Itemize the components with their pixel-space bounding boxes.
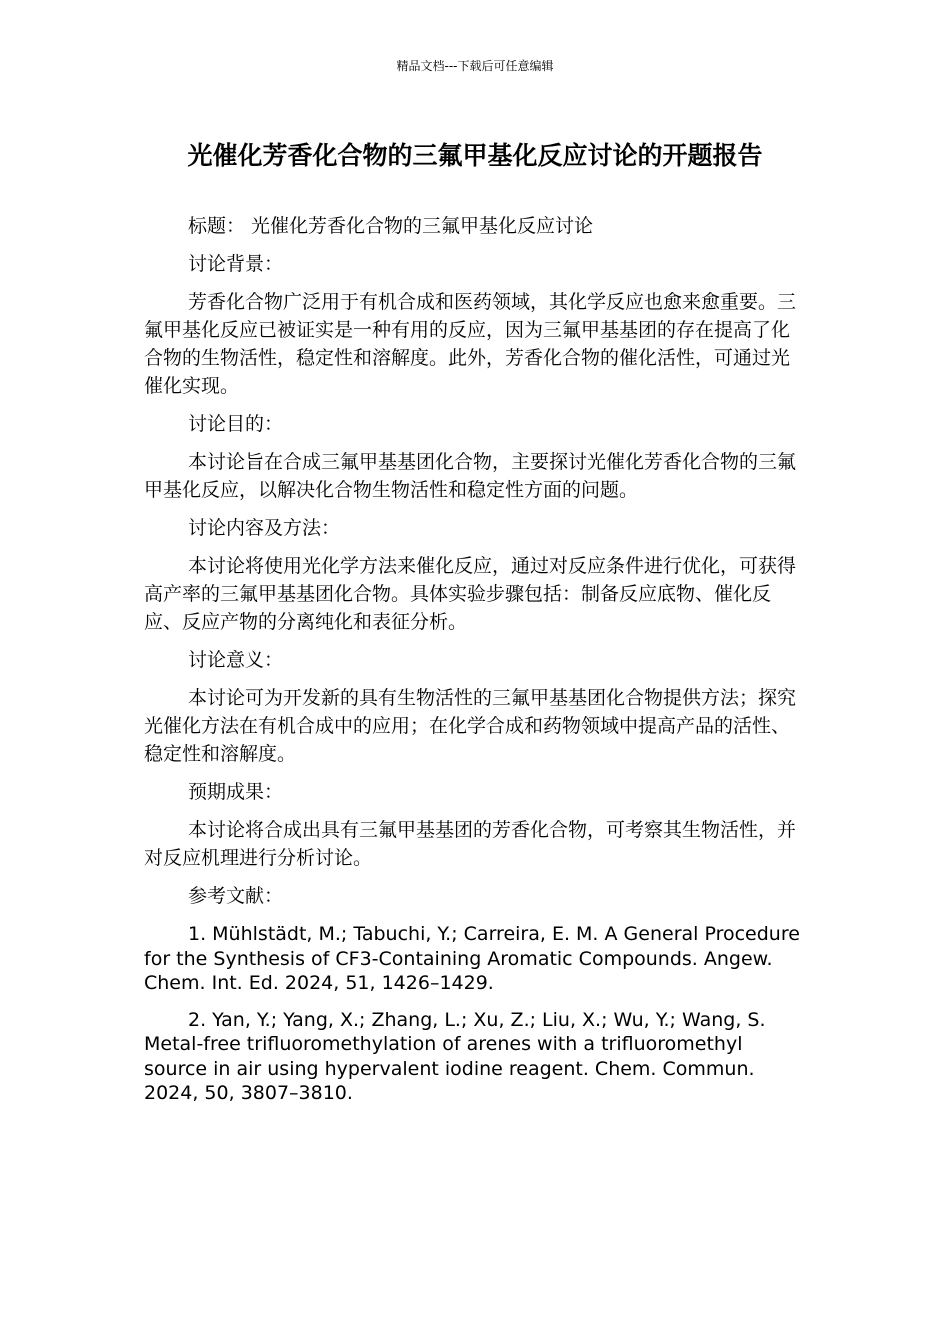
reference-item: 2. Yan, Y.; Yang, X.; Zhang, L.; Xu, Z.; Liu, X.; Wu, Y.; Wang, S. Metal-free trifluoromethylation of arenes with a trifluoromethyl source in air using hypervalent iodine reagent. Chem. Commun. 2024, 50, 3807–3810.: [144, 1008, 766, 1104]
reference-item: 1. Mühlstädt, M.; Tabuchi, Y.; Carreira, E. M. A General Procedure for the Synthesis of CF3-Containing Aromatic Compounds. Angew. Chem. Int. Ed. 2024, 51, 1426–1429.: [144, 923, 800, 994]
page-header: 精品文档---下载后可任意编辑: [396, 59, 554, 73]
section-heading-significance: 讨论意义：: [188, 649, 284, 671]
title-line: 标题： 光催化芳香化合物的三氟甲基化反应讨论: [188, 215, 594, 237]
document-body: [144, 212, 800, 1106]
section-heading-purpose: 讨论目的：: [188, 413, 284, 435]
section-heading-methods: 讨论内容及方法：: [188, 517, 341, 539]
document-title: 光催化芳香化合物的三氟甲基化反应讨论的开题报告: [187, 141, 763, 170]
section-heading-references: 参考文献：: [188, 885, 284, 907]
methods-paragraph: 本讨论将使用光化学方法来催化反应，通过对反应条件进行优化，可获得高产率的三氟甲基基团化合物。具体实验步骤包括：制备反应底物、催化反应、反应产物的分离纯化和表征分析。: [144, 555, 797, 633]
section-heading-expected-results: 预期成果：: [188, 781, 284, 803]
purpose-paragraph: 本讨论旨在合成三氟甲基基团化合物，主要探讨光催化芳香化合物的三氟甲基化反应，以解决化合物生物活性和稳定性方面的问题。: [144, 451, 797, 501]
significance-paragraph: 本讨论可为开发新的具有生物活性的三氟甲基基团化合物提供方法；探究光催化方法在有机合成中的应用；在化学合成和药物领域中提高产品的活性、稳定性和溶解度。: [144, 687, 797, 765]
background-paragraph: 芳香化合物广泛用于有机合成和医药领域，其化学反应也愈来愈重要。三氟甲基化反应已被证实是一种有用的反应，因为三氟甲基基团的存在提高了化合物的生物活性，稳定性和溶解度。此外，芳香化合物的催化活性，可通过光催化实现。: [144, 291, 797, 397]
expected-results-paragraph: 本讨论将合成出具有三氟甲基基团的芳香化合物，可考察其生物活性，并对反应机理进行分析讨论。: [144, 819, 797, 869]
section-heading-background: 讨论背景：: [188, 253, 284, 275]
